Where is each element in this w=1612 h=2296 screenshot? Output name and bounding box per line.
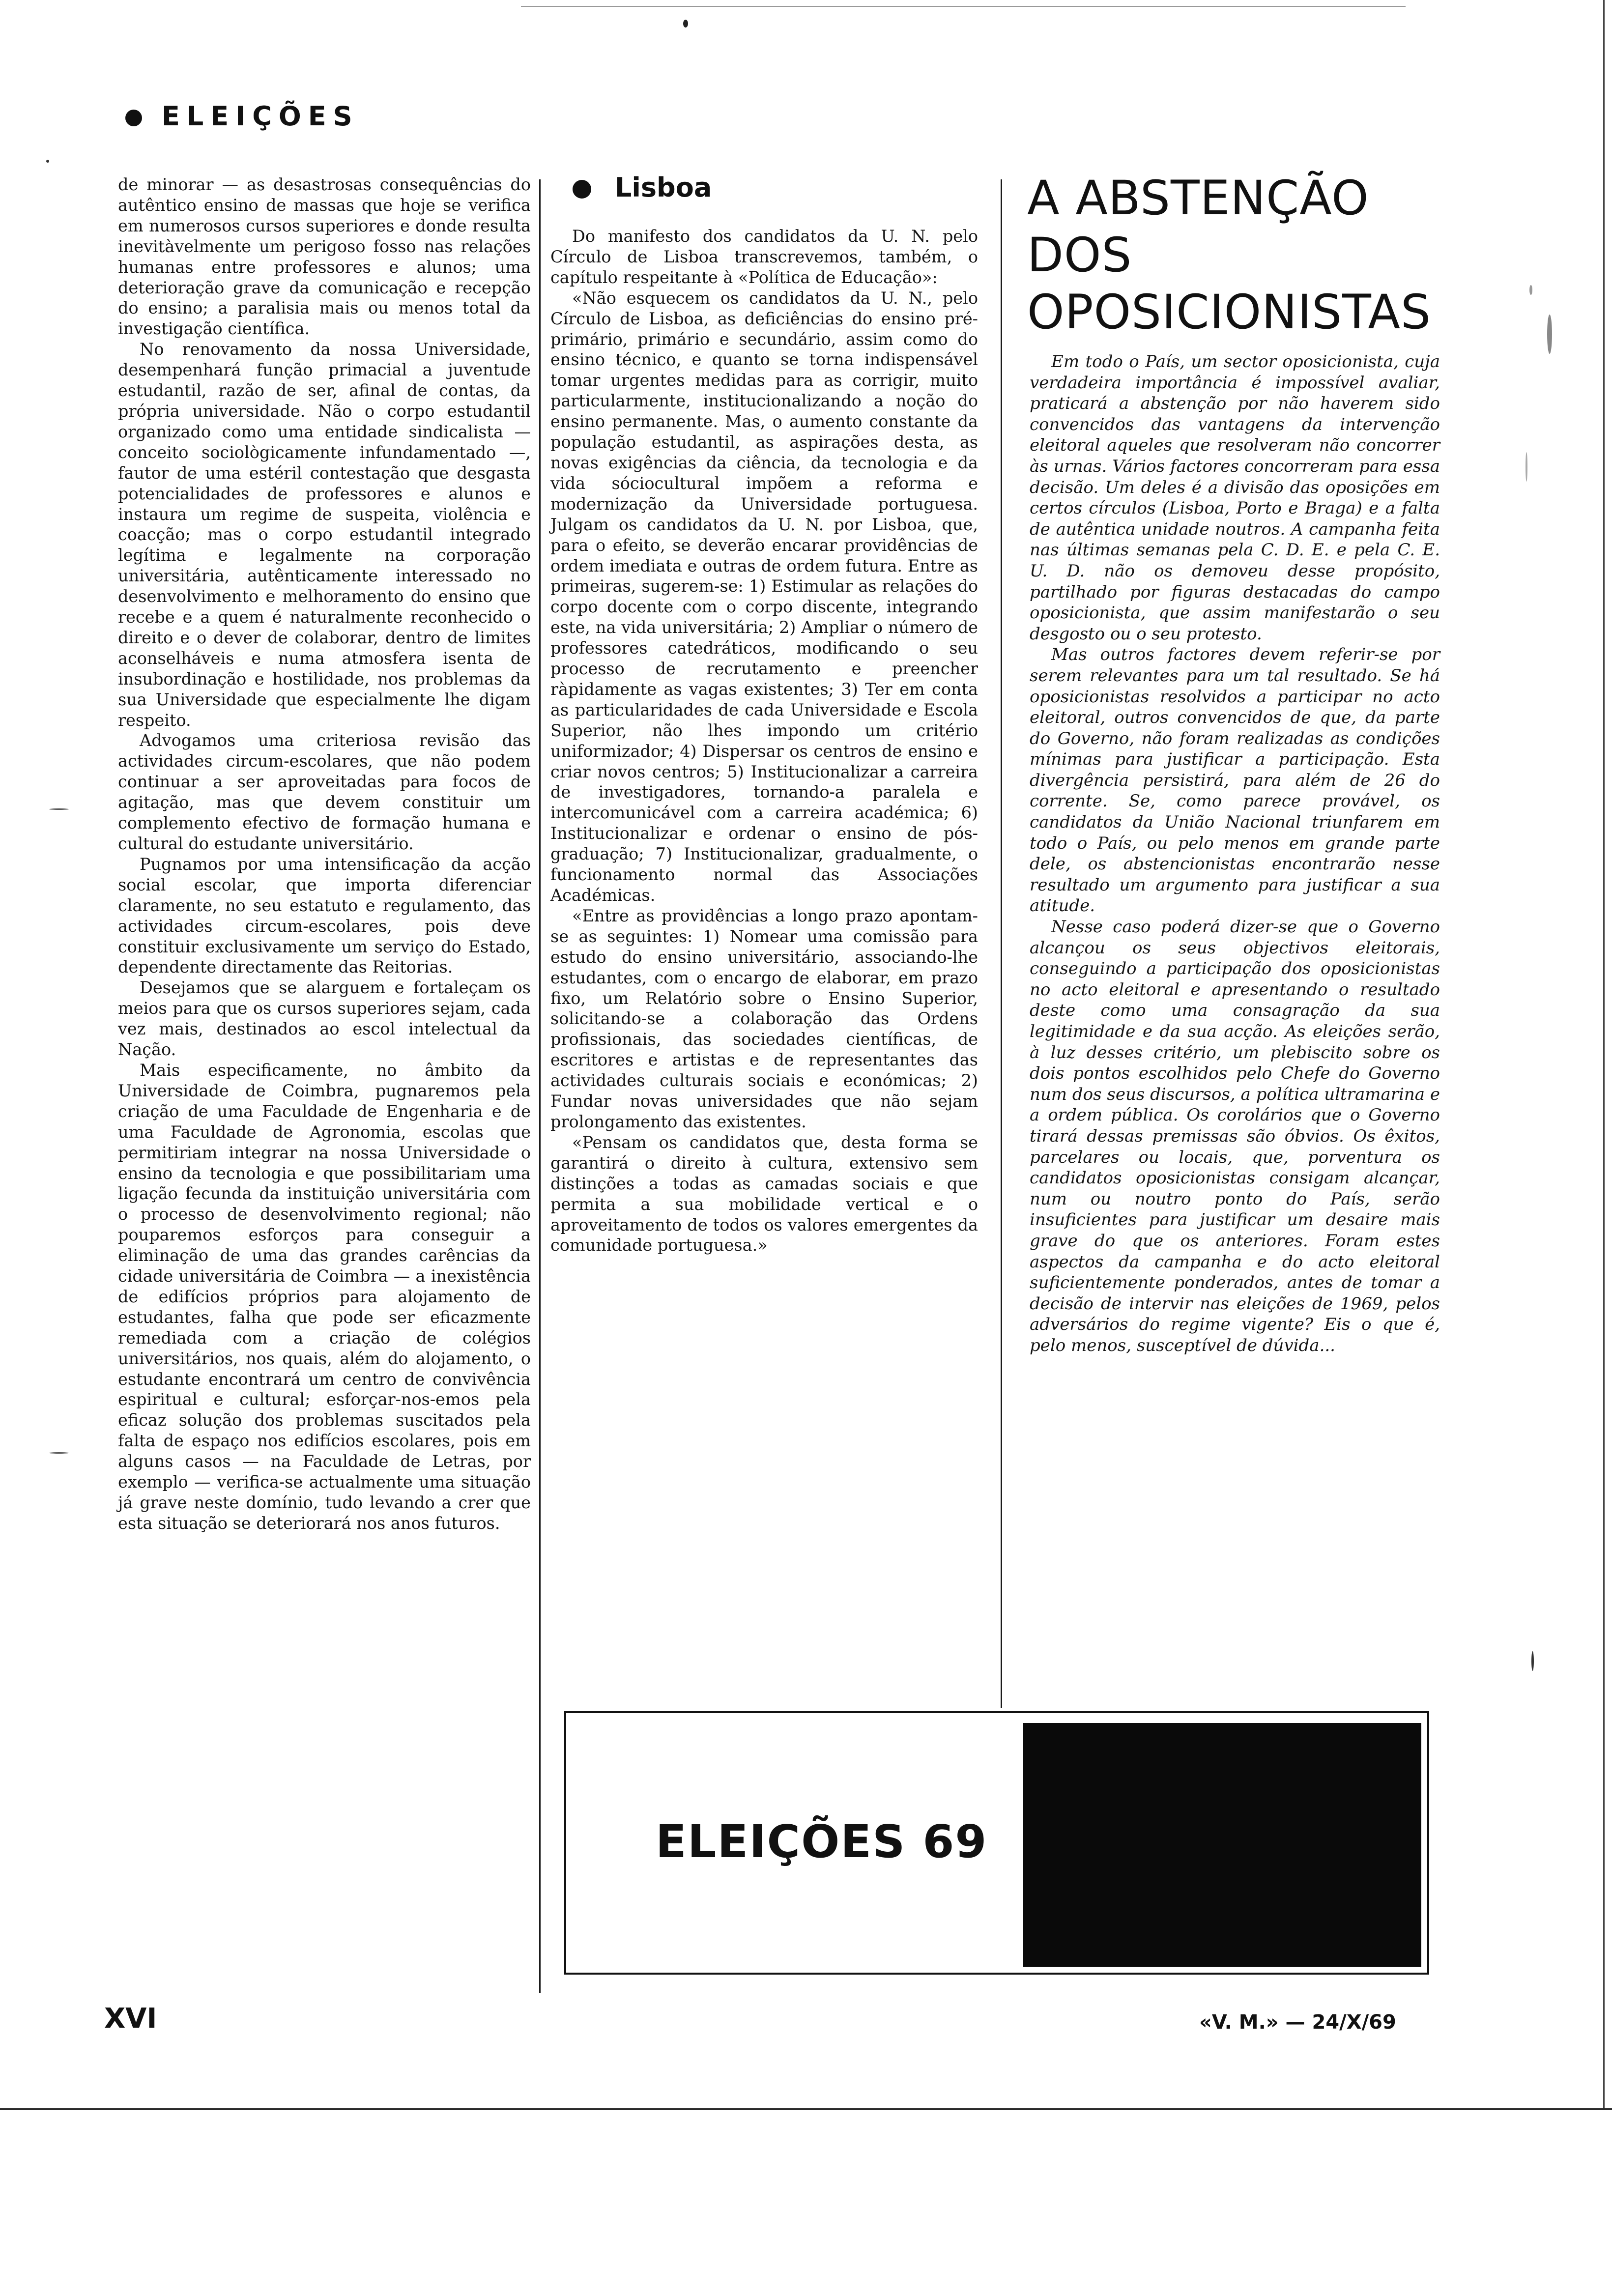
lisboa-heading <box>573 172 712 203</box>
column-divider-1 <box>539 179 541 1993</box>
scan-speck <box>683 20 688 28</box>
scan-top-line <box>521 6 1406 7</box>
column-divider-2 <box>1001 179 1002 1708</box>
paragraph: Nesse caso poderá dizer-se que o Governo alcançou os seus objectivos eleitorais, conseguindo a participação dos oposicionistas no acto eleitoral e apresentando o resultado deste como uma consagração da sua legitimidade e da sua acção. As eleições serão, à luz desses critério, um plebiscito sobre os dois pontos escolhidos pelo Chefe do Governo num dos seus discursos, a política ultramarina e a ordem pública. Os corolários que o Governo tirará dessas premissas são óbvios. Os êxitos, parcelares ou locais, que, porventura os candidatos oposicionistas consigam alcançar, num ou noutro ponto do País, serão insuficientes para justificar um desaire mais grave do que os anteriores. Foram estes aspectos da campanha e do acto eleitoral suficientemente ponderados, antes de tomar a decisão de intervir nas eleições de 1969, pelos adversários do regime vigente? Eis o que é, pelo menos, susceptível de dúvida... <box>1030 917 1440 1355</box>
paragraph: «Entre as providências a longo prazo apontam-se as seguintes: 1) Nomear uma comissão para estudo do ensino universitário, associando-lhe estudantes, com o encargo de elaborar, em prazo fixo, um Relatório sobre o Ensino Superior, solicitando-se a colaboração das Ordens profissionais, das sociedades científicas, de escritores e artistas e de representantes das actividades culturais sociais e económicas; 2) Fundar novas universidades que não sejam prolongamento das existentes. <box>550 906 978 1131</box>
paragraph: Advogamos uma criteriosa revisão das actividades circum-escolares, que não podem continuar a ser aproveitadas para focos de agitação, mas que devem constituir um complemento efectivo de formação humana e cultural do estudante universitário. <box>118 731 531 853</box>
paragraph: Do manifesto dos candidatos da U. N. pelo Círculo de Lisboa transcrevemos, também, o capítulo respeitante à «Política de Educação»: <box>550 227 978 287</box>
section-heading <box>125 101 359 132</box>
article-column-2 <box>550 226 978 1256</box>
paragraph: «Pensam os candidatos que, desta forma se garantirá o direito à cultura, extensivo sem distinções a todas as camadas sociais e que permita a sua mobilidade vertical e o aproveitamento de todos os valores emergentes da comunidade portuguesa.» <box>550 1132 978 1255</box>
paragraph: Em todo o País, um sector oposicionista, cuja verdadeira importância é impossível avaliar, praticará a abstenção por não haverem sido convencidos das vantagens da intervenção eleitoral aqueles que resolveram não concorrer às urnas. Vários factores concorreram para essa decisão. Um deles é a divisão das oposições em certos círculos (Lisboa, Porto e Braga) e a falta de autêntica unidade noutros. A campanha feita nas últimas semanas pela C. D. E. e pela C. E. U. D. não os demoveu desse propósito, partilhado por figuras destacadas do campo oposicionista, que assim manifestarão o seu desgosto ou o seu protesto. <box>1030 352 1440 644</box>
lisboa-title: Lisboa <box>615 172 712 203</box>
paragraph: «Não esquecem os candidatos da U. N., pelo Círculo de Lisboa, as deficiências do ensino pré-primário, primário e secundário, assim como do ensino técnico, e quanto se torna indispensável tomar urgentes medidas para as corrigir, muito particularmente, institucionalizando a noção do ensino permanente. Mas, o aumento constante da população estudantil, as aspirações desta, as novas exigências da ciência, da tecnologia e da vida sóciocultural impõem a reforma e modernização da Universidade portuguesa. Julgam os candidatos da U. N. por Lisboa, que, para o efeito, se deverão encarar providências de ordem imediata e outras de ordem futura. Entre as primeiras, sugerem-se: 1) Estimular as relações do corpo docente com o corpo discente, integrando este, na vida universitária; 2) Ampliar o número de professores catedráticos, modificando o seu processo de recrutamento e preencher ràpidamente as vagas existentes; 3) Ter em conta as particularidades de cada Universidade e Escola Superior, não lhes impondo um critério uniformizador; 4) Dispersar os centros de ensino e criar novos centros; 5) Institucionalizar a carreira de investigadores, tornando-a paralela e intercomunicável com a carreira académica; 6) Institucionalizar e ordenar o ensino de pós-graduação; 7) Institucionalizar, gradualmente, o funcionamento normal das Associações Académicas. <box>550 288 978 905</box>
headline-line: DOS <box>1027 228 1132 283</box>
scan-speck <box>49 808 69 810</box>
paragraph: No renovamento da nossa Universidade, desempenhará função primacial a juventude estudantil, razão de ser, afinal de contas, da própria universidade. Não o corpo estudantil organizado como uma entidade sindicalista — conceito sociològicamente infundamentado —, fautor de uma estéril contestação que desgasta potencialidades de professores e alunos e instaura um regime de suspeita, violência e coacção; mas o corpo estudantil integrado legítima e legalmente na corporação universitária, autênticamente interessado no desenvolvimento e melhoramento do ensino que recebe e a quem é naturalmente reconhecido o direito e o dever de colaborar, dentro de limites aconselháveis e numa atmosfera isenta de insubordinação e hostilidade, nos problemas da sua Universidade que especialmente lhe digam respeito. <box>118 340 531 730</box>
box-title: ELEIÇÕES 69 <box>656 1815 988 1868</box>
article-column-3 <box>1030 351 1440 1356</box>
scan-bottom-line <box>0 2108 1612 2110</box>
bullet-icon <box>125 110 142 126</box>
scan-speck <box>1547 315 1552 354</box>
paragraph: Pugnamos por uma intensificação da acção social escolar, que importa diferenciar claramente, no seu estatuto e regulamento, das actividades circum-escolares, pois deve constituir exclusivamente um serviço do Estado, dependente directamente das Reitorias. <box>118 854 531 977</box>
elections-69-box <box>564 1711 1429 1975</box>
page-number: XVI <box>104 2003 157 2035</box>
paragraph: Desejamos que se alarguem e fortaleçam os meios para que os cursos superiores sejam, cada vez mais, destinados ao escol intelectual da Nação. <box>118 978 531 1060</box>
scan-speck <box>1531 1651 1534 1671</box>
scan-speck <box>1526 452 1527 482</box>
headline-line: OPOSICIONISTAS <box>1027 285 1432 340</box>
paragraph: de minorar — as desastrosas consequências do autêntico ensino de massas que hoje se verifica em numerosos cursos superiores e donde resulta inevitàvelmente um perigoso fosso nas relações humanas entre professores e alunos; uma deterioração grave da comunicação e recepção do ensino; a paralisia mais ou menos total da investigação científica. <box>118 175 531 339</box>
issue-date: «V. M.» — 24/X/69 <box>1199 2011 1396 2034</box>
scan-speck <box>1529 285 1532 295</box>
scan-speck <box>46 160 49 163</box>
article-column-1 <box>118 174 531 1534</box>
paragraph: Mas outros factores devem referir-se por serem relevantes para um tal resultado. Se há oposicionistas resolvidos a participar no acto eleitoral, outros convencidos de que, da parte do Governo, não foram realizadas as condições mínimas para justificar a participação. Esta divergência persistirá, para além de 26 do corrente. Se, como parece provável, os candidatos da União Nacional triunfarem em todo o País, ou pelo menos em grande parte dele, os abstencionistas encontrarão nesse resultado um argumento para justificar a sua atitude. <box>1030 645 1440 916</box>
scan-right-edge <box>1603 0 1605 2108</box>
headline-line: A ABSTENÇÃO <box>1027 171 1369 226</box>
scan-speck <box>49 1452 69 1454</box>
bullet-icon <box>573 180 591 199</box>
section-title: ELEIÇÕES <box>162 101 359 132</box>
paragraph: Mais especificamente, no âmbito da Universidade de Coimbra, pugnaremos pela criação de uma Faculdade de Engenharia e de uma Faculdade de Agronomia, escolas que permitiriam integrar na nossa Universidade o ensino da tecnologia e que possibilitariam uma ligação fecunda da instituição universitária com o processo de desenvolvimento regional; não pouparemos esforços para conseguir a eliminação de uma das grandes carências da cidade universitária de Coimbra — a inexistência de edifícios próprios para alojamento de estudantes, falha que pode ser eficazmente remediada com a criação de colégios universitários, nos quais, além do alojamento, o estudante encontrará um centro de convivência espiritual e cultural; esforçar-nos-emos pela eficaz solução dos problemas suscitados pela falta de espaço nos edifícios escolares, pois em alguns casos — na Faculdade de Letras, por exemplo — verifica-se actualmente uma situação já grave neste domínio, tudo levando a crer que esta situação se deteriorará nos anos futuros. <box>118 1060 531 1533</box>
black-photo-panel <box>1023 1723 1421 1967</box>
article-headline <box>1027 170 1469 341</box>
